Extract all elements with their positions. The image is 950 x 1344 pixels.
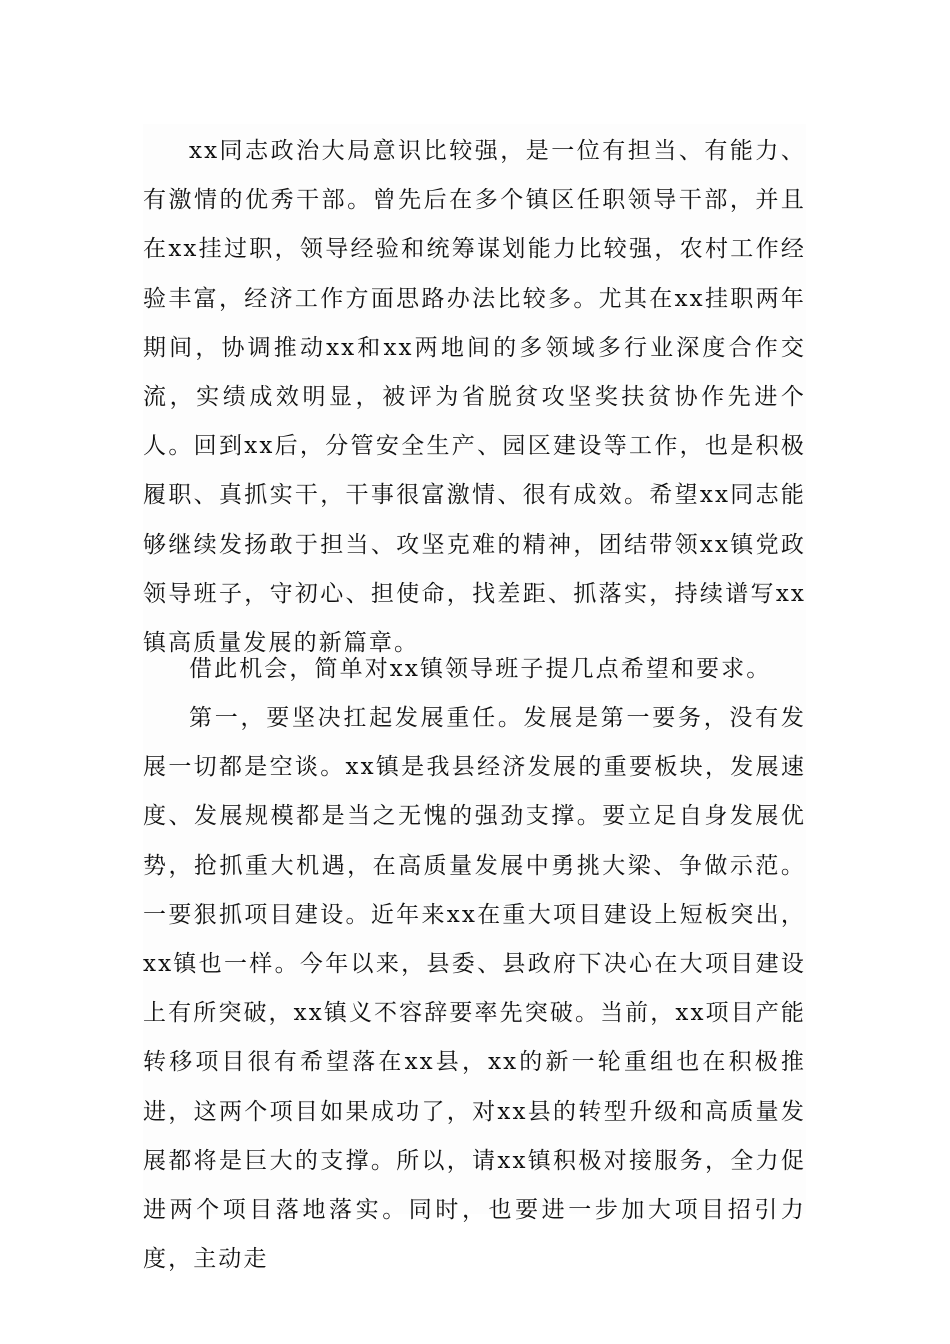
paragraph-2-text: 借此机会，简单对xx镇领导班子提几点希望和要求。 <box>189 656 772 682</box>
paragraph-1 <box>143 127 806 668</box>
paragraph-3-text: 第一，要坚决扛起发展重任。发展是第一要务，没有发展一切都是空谈。xx镇是我县经济发展的重要板块，发展速度、发展规模都是当之无愧的强劲支撑。要立足自身发展优势，抢抓重大机遇，在高质量发展中勇挑大梁、争做示范。一要狠抓项目建设。近年来xx在重大项目建设上短板突出，xx镇也一样。今年以来，县委、县政府下决心在大项目建设上有所突破，xx镇义不容辞要率先突破。当前，xx项目产能转移项目很有希望落在xx县，xx的新一轮重组也在积极推进，这两个项目如果成功了，对xx县的转型升级和高质量发展都将是巨大的支撑。所以，请xx镇积极对接服务，全力促进两个项目落地落实。同时，也要进一步加大项目招引力度，主动走 <box>143 705 806 1273</box>
paragraph-3 <box>143 694 806 1284</box>
paragraph-2 <box>143 645 806 694</box>
paragraph-1-text: xx同志政治大局意识比较强，是一位有担当、有能力、有激情的优秀干部。曾先后在多个镇区任职领导干部，并且在xx挂过职，领导经验和统筹谋划能力比较强，农村工作经验丰富，经济工作方面思路办法比较多。尤其在xx挂职两年期间，协调推动xx和xx两地间的多领域多行业深度合作交流，实绩成效明显，被评为省脱贫攻坚奖扶贫协作先进个人。回到xx后，分管安全生产、园区建设等工作，也是积极履职、真抓实干，干事很富激情、很有成效。希望xx同志能够继续发扬敢于担当、攻坚克难的精神，团结带领xx镇党政领导班子，守初心、担使命，找差距、抓落实，持续谱写xx镇高质量发展的新篇章。 <box>143 138 806 657</box>
